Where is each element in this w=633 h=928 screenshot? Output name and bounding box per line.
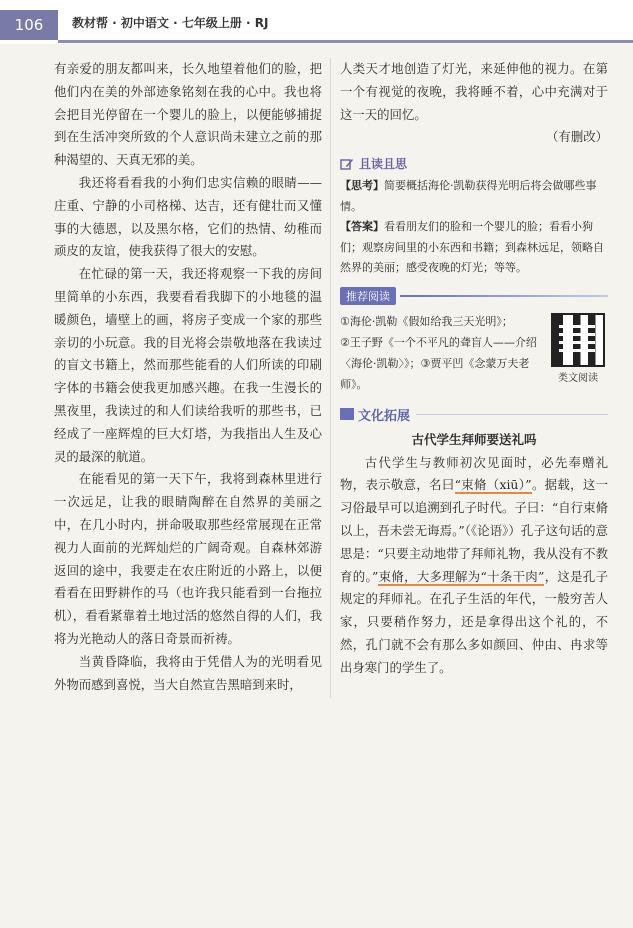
think-block — [340, 176, 608, 217]
right-column — [340, 58, 608, 680]
paragraph: 当黄昏降临，我将由于凭借人为的光明看见外物而感到喜悦，当大自然宣告黑暗到来时， — [54, 653, 322, 692]
left-column — [54, 58, 322, 696]
answer-text: 看看朋友们的脸和一个婴儿的脸；看看小狗们；观察房间里的小东西和书籍；到森林远足，领略自然界的美丽；感受夜晚的灯光；等等。 — [340, 220, 604, 275]
book-title: 教材帮 · 初中语文 · 七年级上册 · RJ — [72, 16, 269, 30]
paragraph: 有亲爱的朋友都叫来，长久地望着他们的脸，把他们内在美的外部迹象铭刻在我的心中。我也将会把目光停留在一个婴儿的脸上，以便能够捕捉到在生活冲突所致的个人意识尚未建立之前的那种渴望的、天真无邪的美。 — [54, 61, 322, 168]
paragraph: 在忙碌的第一天，我还将观察一下我的房间里简单的小东西，我要看看我脚下的小地毯的温暖颜色，墙壁上的画，将房子变成一个家的那些亲切的小玩意。我的目光将会崇敬地落在我读过的盲文书籍上，然而那些能看的人们所读的印刷字体的书籍会使我更加感兴趣。在我一生漫长的黑夜里，我读过的和人们读给我听的那些书，已经成了一座辉煌的巨大灯塔，为我指出人生及心灵的最深的航道。 — [54, 266, 322, 464]
culture-title: 文化拓展 — [358, 408, 411, 424]
recommend-item: ②王子野《一个不平凡的聋盲人——介绍〈海伦·凯勒〉》；③贾平凹《念蒙万夫老师》。 — [340, 335, 537, 391]
highlight-text: 束脩，大多理解为“十条干肉” — [378, 568, 545, 584]
paragraph: 我还将看看我的小狗们忠实信赖的眼睛——庄重、宁静的小司格梯、达吉，还有健壮而又懂事的大德恩，以及黑尔格，它们的热情、幼稚而顽皮的友谊，使我获得了很大的安慰。 — [54, 174, 322, 259]
highlight-text: “束脩（xiū）” — [454, 477, 532, 493]
recommend-rule — [400, 295, 608, 297]
recommend-item: ①海伦·凯勒《假如给我三天光明》； — [340, 314, 513, 328]
paragraph: 在能看见的第一天下午，我将到森林里进行一次远足，让我的眼睛陶醉在自然界的美丽之中，在几小时内，拼命吸取那些经常展现在正常视力人面前的光辉灿烂的广阔奇观。自森林郊游返回的途中，我要走在农庄附近的小路上，以便看看在田野耕作的马（也许我只能看到一台拖拉机），看看紧靠着土地过活的悠然自得的人们，我将为光艳动人的落日奇景而祈祷。 — [54, 471, 322, 646]
article-text: ，这是孔子规定的拜师礼。在孔子生活的年代，一般穷苦人家，只要稍作努力，还是拿得出这个礼的，不然，孔门就不会有那么多如颜回、仲由、冉求等出身寒门的学生了。 — [340, 568, 609, 675]
book-icon — [340, 408, 354, 420]
culture-rule — [416, 414, 608, 415]
recommend-header — [340, 287, 608, 305]
qiedu-title: 且读且思 — [359, 157, 408, 172]
qr-code-icon[interactable] — [551, 313, 605, 367]
column-divider — [330, 58, 331, 698]
answer-block — [340, 217, 608, 279]
answer-tag: 【答案】 — [340, 220, 384, 234]
think-tag: 【思考】 — [340, 179, 384, 193]
culture-header — [340, 405, 608, 424]
edit-note: （有删改） — [546, 129, 608, 145]
article-text: 。据载，这一习俗最早可以追溯到孔子时代。子曰：“自行束脩以上，吾未尝无诲焉。”（《论语》）孔子这句话的意思是：“只要主动地带了拜师礼物，我从没有不教育的。” — [340, 477, 609, 584]
header-stripe — [58, 40, 633, 43]
think-text: 简要概括海伦·凯勒获得光明后将会做哪些事情。 — [340, 179, 597, 213]
recommend-body — [340, 311, 608, 395]
qr-box — [548, 311, 608, 395]
article-title: 古代学生拜师要送礼吗 — [411, 431, 537, 447]
qr-caption: 类文阅读 — [558, 372, 598, 384]
pencil-icon — [340, 157, 354, 171]
page-number: 106 — [0, 10, 58, 40]
article-text: 古代学生与教师初次见面时，必先奉赠礼物，表示敬意，名曰 — [340, 454, 608, 493]
qiedu-header — [340, 155, 608, 172]
paragraph: 人类天才地创造了灯光，来延伸他的视力。在第一个有视觉的夜晚，我将睡不着，心中充满对于这一天的回忆。 — [340, 61, 608, 122]
article-paragraph — [340, 452, 608, 680]
recommend-list — [340, 311, 540, 395]
recommend-label: 推荐阅读 — [340, 287, 396, 305]
page-header — [0, 0, 633, 44]
